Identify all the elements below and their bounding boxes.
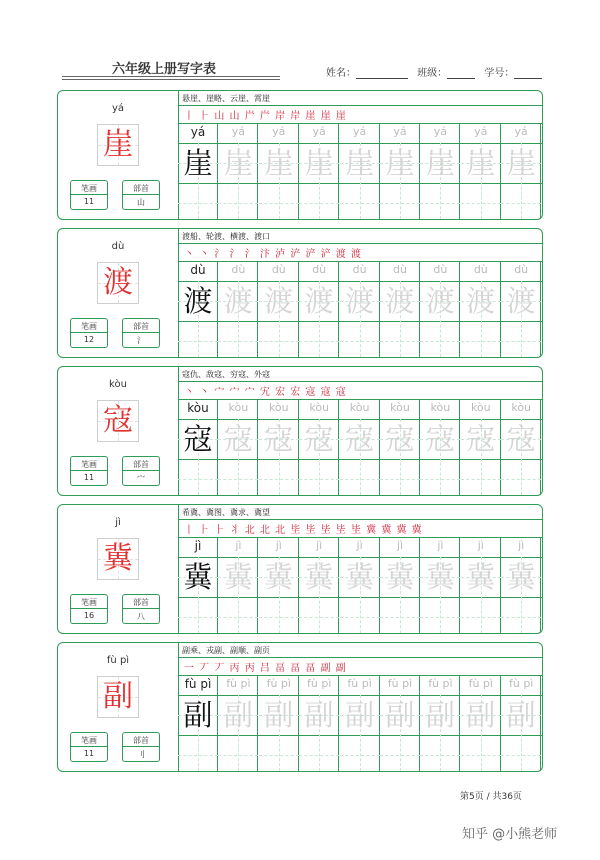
char-pinyin: dù	[111, 241, 125, 252]
practice-cell[interactable]	[380, 123, 420, 219]
stroke-order: 一 丆 丆 丙 丙 吕 畐 畐 畐 副 副	[184, 663, 347, 674]
practice-cell[interactable]	[259, 261, 299, 357]
practice-pinyin: fù pì	[508, 677, 534, 690]
char-main: 寇	[103, 403, 133, 438]
practice-char: 渡	[345, 284, 375, 318]
char-pinyin: kòu	[109, 379, 127, 390]
practice-char: 渡	[304, 284, 334, 318]
radical-box: 部首 氵	[122, 318, 160, 348]
example-words: 寇仇、敌寇、穷寇、外寇	[182, 370, 270, 379]
practice-char: 冀	[183, 560, 213, 594]
practice-cell[interactable]	[501, 537, 541, 633]
practice-char: 渡	[506, 284, 536, 318]
practice-char: 渡	[425, 284, 455, 318]
practice-cell[interactable]	[218, 399, 258, 495]
practice-pinyin: yá	[393, 125, 407, 138]
practice-char: 副	[345, 698, 375, 732]
practice-pinyin: fù pì	[226, 677, 251, 690]
practice-cell[interactable]	[420, 537, 460, 633]
practice-cell[interactable]	[420, 675, 460, 771]
practice-pinyin: fù pì	[266, 677, 291, 690]
practice-pinyin: yá	[514, 125, 528, 138]
practice-cell[interactable]	[461, 675, 501, 771]
stroke-order: 丨 ⺊ ⺊ 丬 北 北 北 坒 坒 坒 坒 坒 冀 冀 冀 冀	[184, 525, 423, 536]
practice-pinyin: dù	[312, 263, 327, 276]
class-field[interactable]: 班级：	[417, 64, 475, 79]
practice-cell[interactable]	[299, 261, 339, 357]
radical-box: 部首 宀	[122, 456, 160, 486]
practice-pinyin: jì	[235, 539, 242, 552]
page-number: 第5页 / 共36页	[460, 792, 522, 802]
practice-char: 崖	[183, 146, 213, 180]
practice-char: 寇	[223, 422, 253, 456]
char-display-box	[97, 676, 139, 718]
practice-cell[interactable]	[380, 399, 420, 495]
practice-panel	[178, 229, 542, 357]
practice-pinyin: dù	[514, 263, 529, 276]
stroke-count-box: 笔画 11	[70, 456, 108, 486]
char-display-box	[97, 400, 139, 442]
stroke-count-box: 笔画 11	[70, 180, 108, 210]
practice-pinyin: dù	[231, 263, 246, 276]
practice-pinyin: jì	[518, 539, 525, 552]
practice-pinyin: kòu	[309, 401, 330, 414]
practice-char: 寇	[183, 422, 213, 456]
practice-pinyin: jì	[316, 539, 323, 552]
stroke-order: 丶 丶 宀 宀 宀 宄 宏 宏 寇 寇 寇	[184, 387, 347, 398]
radical: 山	[137, 198, 145, 207]
practice-pinyin: yá	[474, 125, 488, 138]
character-card	[57, 366, 543, 496]
practice-pinyin: fù pì	[387, 677, 413, 690]
practice-char: 副	[183, 698, 213, 732]
practice-pinyin: kòu	[228, 401, 249, 414]
student-number-field[interactable]: 学号：	[484, 64, 542, 79]
practice-cell[interactable]	[178, 537, 218, 633]
char-info-panel	[58, 643, 179, 771]
practice-cell[interactable]	[218, 537, 258, 633]
practice-char: 副	[425, 698, 455, 732]
practice-cell[interactable]	[420, 123, 460, 219]
practice-pinyin: kòu	[430, 401, 451, 414]
example-words: 悬崖、崖略、云崖、霄崖	[182, 94, 270, 103]
practice-char: 崖	[506, 146, 536, 180]
practice-pinyin: dù	[271, 263, 286, 276]
stroke-count: 11	[83, 473, 95, 482]
name-field[interactable]: 姓名：	[326, 64, 408, 79]
practice-pinyin: jì	[396, 539, 404, 552]
character-card	[57, 642, 543, 772]
practice-cell[interactable]	[299, 399, 339, 495]
practice-cell[interactable]	[461, 261, 501, 357]
char-info-panel	[58, 229, 179, 357]
practice-cell[interactable]	[259, 537, 299, 633]
practice-pinyin: dù	[473, 263, 488, 276]
practice-grid	[178, 675, 542, 771]
practice-cell[interactable]	[501, 261, 541, 357]
char-display-box	[97, 124, 139, 166]
practice-panel	[178, 643, 542, 771]
stroke-order: 丨 ⺊ 山 山 屵 屵 岸 岸 崖 崖 崖	[184, 111, 347, 122]
practice-cell[interactable]	[461, 399, 501, 495]
char-display-box	[97, 538, 139, 580]
practice-pinyin: fù pì	[347, 677, 372, 690]
practice-char: 寇	[264, 422, 294, 456]
practice-cell[interactable]	[178, 261, 218, 357]
char-main: 冀	[103, 541, 133, 576]
char-pinyin: fù pì	[106, 655, 130, 666]
stroke-count-box: 笔画 11	[70, 732, 108, 762]
practice-grid	[178, 537, 542, 633]
radical: 宀	[137, 474, 145, 483]
practice-char: 寇	[506, 422, 536, 456]
character-card	[57, 504, 543, 634]
practice-panel	[178, 505, 542, 633]
practice-cell[interactable]	[178, 123, 218, 219]
stroke-count: 11	[83, 749, 95, 758]
practice-cell[interactable]	[340, 537, 380, 633]
title-underline	[62, 76, 280, 77]
practice-char: 崖	[304, 146, 334, 180]
radical-box: 部首 刂	[122, 732, 160, 762]
practice-cell[interactable]	[218, 675, 258, 771]
practice-cell[interactable]	[259, 123, 299, 219]
practice-pinyin: kòu	[268, 401, 289, 414]
practice-pinyin: jì	[194, 539, 202, 553]
practice-cell[interactable]	[420, 399, 460, 495]
practice-pinyin: kòu	[390, 401, 410, 414]
stroke-count: 12	[83, 335, 95, 344]
practice-grid	[178, 261, 542, 357]
practice-cell[interactable]	[461, 537, 501, 633]
practice-char: 冀	[466, 560, 496, 594]
practice-char: 崖	[466, 146, 496, 180]
example-words: 副乘、戎副、副顺、副页	[182, 646, 270, 655]
practice-pinyin: dù	[352, 263, 367, 276]
page-title: 六年级上册写字表	[112, 62, 217, 77]
practice-char: 渡	[223, 284, 253, 318]
practice-pinyin: dù	[393, 263, 407, 276]
stroke-count-box: 笔画 12	[70, 318, 108, 348]
practice-char: 冀	[304, 560, 334, 594]
practice-char: 冀	[223, 560, 253, 594]
practice-cell[interactable]	[501, 675, 541, 771]
practice-grid	[178, 399, 542, 495]
char-display-box	[97, 262, 139, 304]
practice-cell[interactable]	[340, 123, 380, 219]
practice-cell[interactable]	[259, 399, 299, 495]
char-main: 渡	[103, 265, 133, 300]
practice-pinyin: yá	[352, 125, 367, 138]
watermark: 知乎 @小熊老师	[462, 827, 558, 842]
practice-cell[interactable]	[259, 675, 299, 771]
practice-cell[interactable]	[340, 261, 380, 357]
radical: 氵	[137, 336, 145, 345]
practice-cell[interactable]	[340, 675, 380, 771]
practice-cell[interactable]	[501, 123, 541, 219]
practice-cell[interactable]	[380, 675, 420, 771]
practice-pinyin: kòu	[349, 401, 370, 414]
practice-char: 副	[466, 698, 496, 732]
practice-pinyin: dù	[190, 263, 206, 277]
stroke-count: 16	[83, 611, 95, 620]
char-info-panel	[58, 91, 179, 219]
practice-cell[interactable]	[501, 399, 541, 495]
practice-char: 渡	[466, 284, 496, 318]
practice-pinyin: yá	[190, 125, 206, 139]
char-info-panel	[58, 505, 179, 633]
example-words: 希冀、冀图、冀求、冀望	[182, 508, 270, 517]
practice-pinyin: yá	[312, 125, 326, 138]
practice-char: 冀	[425, 560, 455, 594]
practice-pinyin: fù pì	[306, 677, 332, 690]
practice-cell[interactable]	[299, 675, 339, 771]
practice-cell[interactable]	[380, 537, 420, 633]
practice-char: 崖	[345, 146, 375, 180]
practice-char: 渡	[264, 284, 294, 318]
practice-pinyin: fù pì	[184, 677, 212, 691]
stroke-count: 11	[83, 197, 95, 206]
practice-cell[interactable]	[420, 261, 460, 357]
char-info-panel	[58, 367, 179, 495]
practice-grid	[178, 123, 542, 219]
stroke-count-box: 笔画 16	[70, 594, 108, 624]
practice-char: 崖	[425, 146, 455, 180]
practice-pinyin: fù pì	[428, 677, 453, 690]
practice-cell[interactable]	[380, 261, 420, 357]
practice-char: 副	[264, 698, 294, 732]
example-words: 渡船、轮渡、横渡、渡口	[182, 232, 270, 241]
practice-cell[interactable]	[178, 675, 218, 771]
practice-char: 副	[304, 698, 334, 732]
practice-char: 寇	[425, 422, 455, 456]
practice-char: 渡	[385, 284, 415, 318]
practice-char: 副	[223, 698, 253, 732]
char-pinyin: yá	[111, 103, 125, 114]
practice-char: 副	[385, 698, 415, 732]
practice-cell[interactable]	[340, 399, 380, 495]
practice-char: 崖	[223, 146, 253, 180]
practice-pinyin: yá	[433, 125, 448, 138]
radical-box: 部首 山	[122, 180, 160, 210]
char-main: 崖	[103, 127, 133, 162]
practice-pinyin: kòu	[187, 401, 209, 415]
stroke-order: 丶 丶 氵 氵 氵 汴 泸 浐 浐 浐 渡 渡	[184, 249, 362, 260]
char-main: 副	[103, 679, 133, 714]
practice-char: 渡	[183, 284, 213, 318]
practice-char: 冀	[385, 560, 415, 594]
practice-char: 寇	[304, 422, 334, 456]
practice-pinyin: yá	[231, 125, 246, 138]
practice-char: 寇	[385, 422, 415, 456]
practice-panel	[178, 91, 542, 219]
practice-pinyin: jì	[437, 539, 444, 552]
practice-cell[interactable]	[218, 123, 258, 219]
practice-cell[interactable]	[461, 123, 501, 219]
practice-char: 冀	[345, 560, 375, 594]
practice-pinyin: dù	[433, 263, 448, 276]
practice-pinyin: fù pì	[468, 677, 493, 690]
practice-panel	[178, 367, 542, 495]
practice-pinyin: jì	[477, 539, 484, 552]
practice-cell[interactable]	[299, 123, 339, 219]
practice-char: 寇	[466, 422, 496, 456]
radical: 刂	[137, 750, 145, 759]
student-info-fields	[326, 64, 548, 79]
character-card	[57, 228, 543, 358]
practice-cell[interactable]	[218, 261, 258, 357]
practice-char: 冀	[506, 560, 536, 594]
practice-pinyin: jì	[356, 539, 363, 552]
char-pinyin: jì	[115, 517, 121, 528]
practice-char: 崖	[385, 146, 415, 180]
practice-pinyin: yá	[272, 125, 286, 138]
practice-char: 寇	[345, 422, 375, 456]
practice-pinyin: kòu	[470, 401, 491, 414]
practice-pinyin: jì	[275, 539, 282, 552]
radical-box: 部首 八	[122, 594, 160, 624]
radical: 八	[137, 612, 145, 621]
practice-char: 冀	[264, 560, 294, 594]
title-underline-double	[62, 79, 280, 80]
practice-char: 副	[506, 698, 536, 732]
character-card	[57, 90, 543, 220]
page-header	[0, 0, 600, 90]
practice-cell[interactable]	[299, 537, 339, 633]
practice-pinyin: kòu	[511, 401, 532, 414]
practice-cell[interactable]	[178, 399, 218, 495]
practice-char: 崖	[264, 146, 294, 180]
